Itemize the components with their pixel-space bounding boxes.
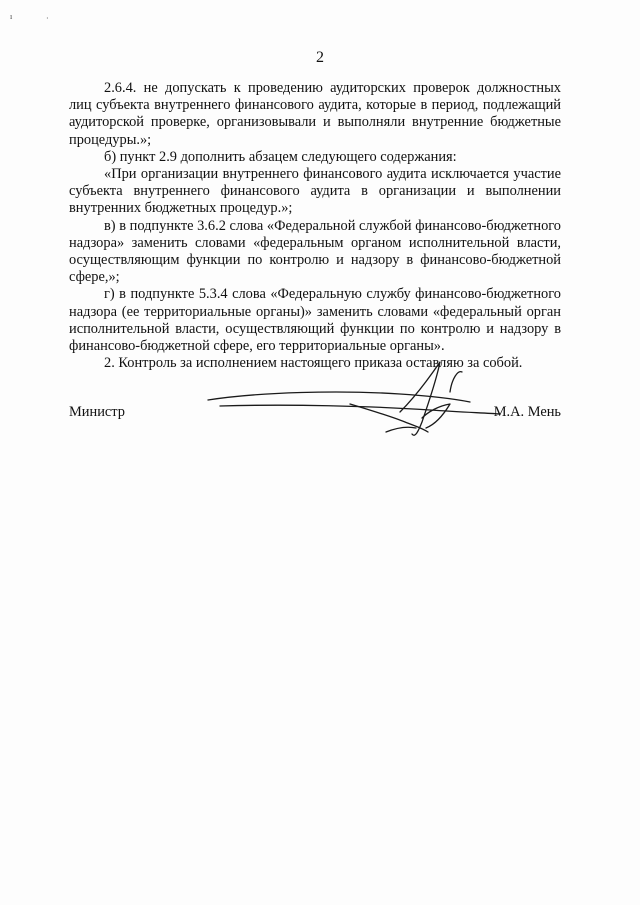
signature-block xyxy=(69,404,561,424)
scan-artifact-mark: ı xyxy=(10,12,13,21)
paragraph-control: 2. Контроль за исполнением настоящего приказа оставляю за собой. xyxy=(104,355,523,372)
page-number: 2 xyxy=(316,49,324,66)
paragraph-2-6-4: 2.6.4. не допускать к проведению аудиторских проверок должностных лиц субъекта внутреннего финансового аудита, которые в период, подлежащий аудиторской проверке, организовывали и выполняли внутренние бюджетные процедуры.»; xyxy=(69,80,561,148)
position-label: Министр xyxy=(69,404,125,420)
signer-name: М.А. Мень xyxy=(493,404,561,420)
paragraph-item-g: г) в подпункте 5.3.4 слова «Федеральную службу финансово-бюджетного надзора (ее территориальные органы)» заменить словами «федеральный орган исполнительной власти, осуществляющий функции по контролю и надзору в финансово-бюджетной сфере, его территориальные органы». xyxy=(69,286,561,355)
paragraph-item-v: в) в подпункте 3.6.2 слова «Федеральной службой финансово-бюджетного надзора» заменить словами «федеральным органом исполнительной власти, осуществляющим функции по контролю и надзору в финансово-бюджетной сфере,»; xyxy=(69,217,561,286)
scan-artifact-mark: · xyxy=(46,14,49,23)
paragraph-quoted-addition: «При организации внутреннего финансового аудита исключается участие субъекта внутреннего финансового аудита в организации и выполнении внутренних бюджетных процедур.»; xyxy=(69,166,561,217)
document-body xyxy=(69,80,561,372)
paragraph-item-b: б) пункт 2.9 дополнить абзацем следующего содержания: xyxy=(104,148,457,165)
